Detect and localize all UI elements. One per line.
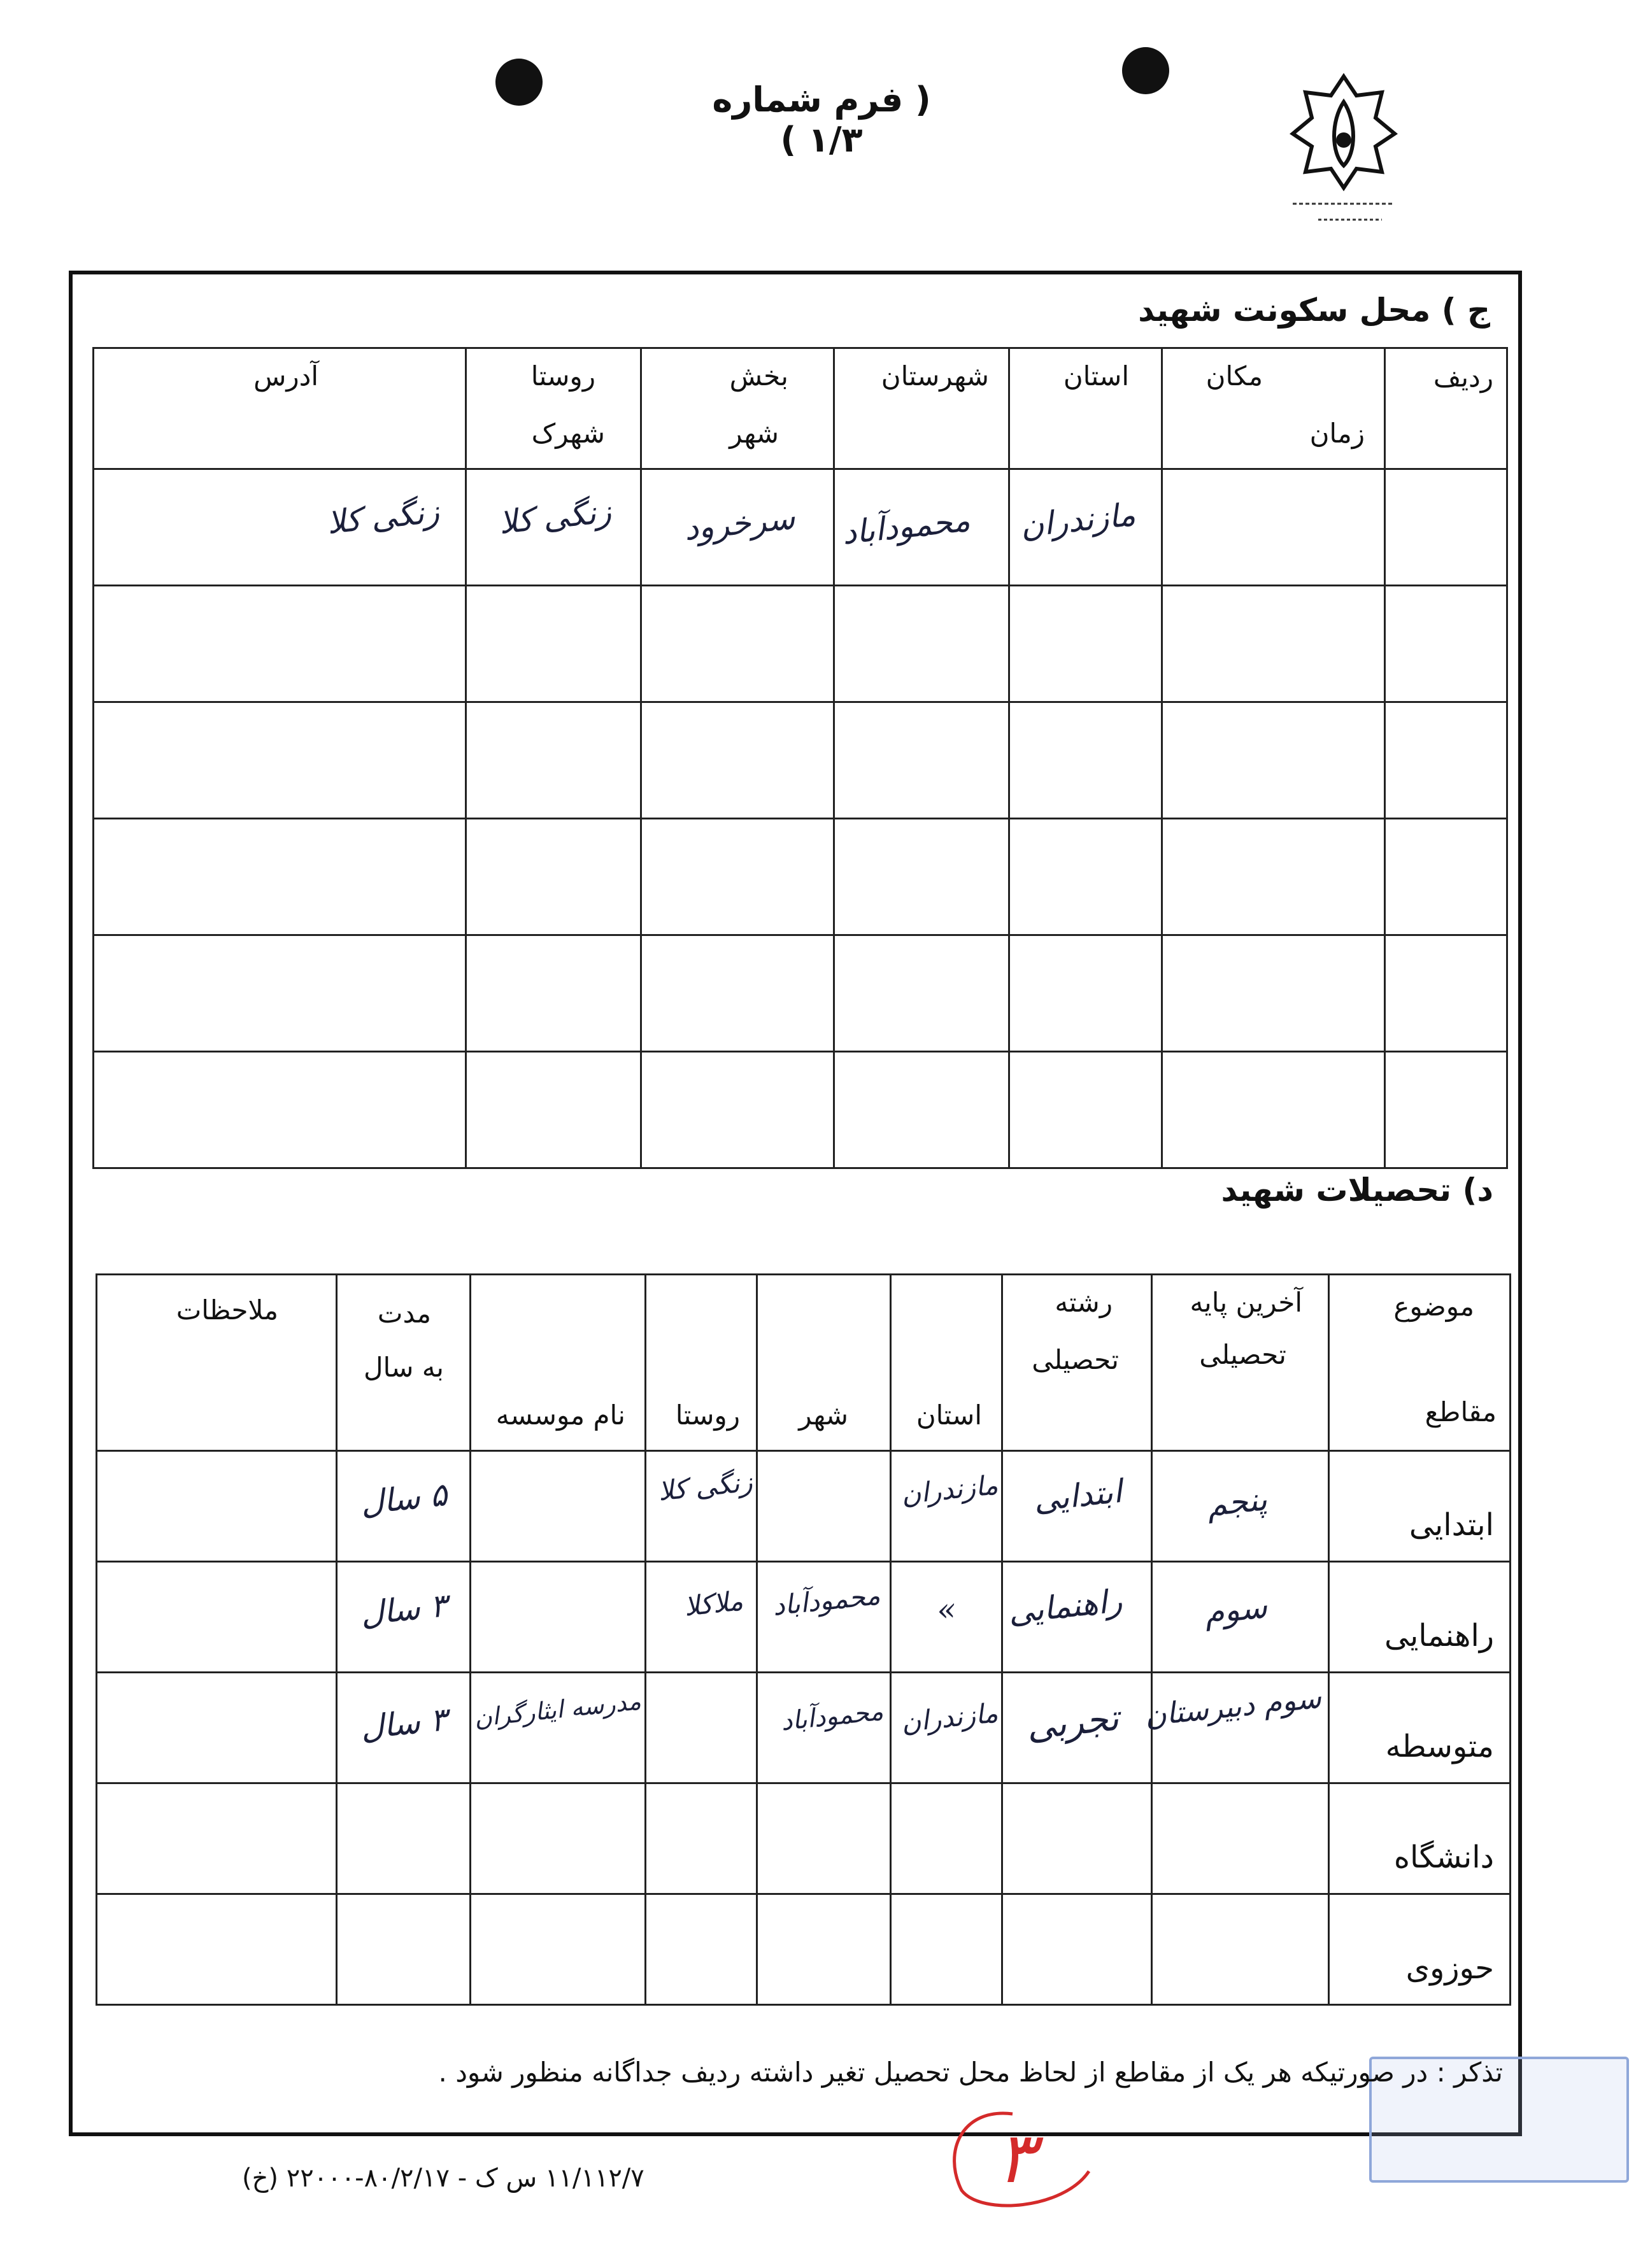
section-d-title: د) تحصیلات شهید [1221, 1172, 1493, 1208]
handwritten-roosta: زنگی کلا [497, 492, 613, 542]
header-roosta-shahrak [466, 348, 641, 469]
header-reshte [1002, 1275, 1152, 1451]
header-address [94, 348, 466, 469]
residence-table [92, 347, 1508, 1169]
handwritten-roosta: ملاکلا [683, 1585, 745, 1622]
header-nam-moassese [471, 1275, 646, 1451]
handwritten-moddat: ۵ سال [359, 1476, 449, 1522]
header-roosta-label: روستا [675, 1400, 740, 1431]
header-makan-label: مکان [1206, 360, 1263, 392]
header-shahr-label: شهر [729, 418, 779, 449]
handwritten-moddat: ۳ سال [359, 1701, 449, 1747]
header-shahr-label: شهر [799, 1400, 848, 1431]
header-makan-zaman [1162, 348, 1385, 469]
header-akharin-paye-label: آخرین پایه [1190, 1287, 1302, 1318]
level-label: راهنمایی [1384, 1618, 1494, 1654]
handwritten-moassese: مدرسه ایثارگران [473, 1687, 643, 1733]
handwritten-reshte: تجربی [1025, 1697, 1121, 1748]
header-bakhsh-shahr [641, 348, 834, 469]
header-shahrestan [834, 348, 1009, 469]
header-reshte-label: رشته [1055, 1287, 1113, 1318]
table-row [97, 1783, 1511, 1894]
table-row [97, 1894, 1511, 2005]
handwritten-paye: سوم [1202, 1588, 1269, 1631]
table-row [94, 702, 1507, 819]
header-mozoo-label: موضوع [1393, 1291, 1474, 1322]
header-ostan [1009, 348, 1162, 469]
header-nam-moassese-label: نام موسسه [495, 1400, 625, 1431]
handwritten-moddat: ۳ سال [359, 1587, 449, 1633]
header-moddat [337, 1275, 471, 1451]
header-moddat-label: مدت [377, 1298, 431, 1329]
header-molahezat-label: ملاحظات [176, 1294, 278, 1326]
table-row [97, 1673, 1511, 1783]
handwritten-shahr: محمودآباد [779, 1696, 885, 1737]
table-row [94, 1052, 1507, 1168]
header-zaman-label: زمان [1309, 418, 1365, 449]
page-number-mark [936, 2101, 1108, 2216]
header-shahr [757, 1275, 891, 1451]
cell-radif [1385, 469, 1507, 586]
header-maghate-label: مقاطع [1425, 1396, 1497, 1428]
header-roosta-label: روستا [530, 360, 595, 392]
footnote: تذکر : در صورتیکه هر یک از مقاطع از لحاظ محل تحصیل تغیر داشته ردیف جداگانه منظور شود . [438, 2057, 1503, 2088]
level-label: دانشگاه [1393, 1839, 1494, 1875]
education-table [96, 1273, 1511, 2006]
page-number: ۳ [997, 2117, 1035, 2199]
cell-shahrestan [834, 469, 1009, 586]
header-ostan-label: استان [1063, 360, 1129, 392]
residence-header-row [94, 348, 1507, 469]
header-ostan [891, 1275, 1002, 1451]
level-label: ابتدایی [1409, 1507, 1494, 1543]
level-label: حوزوی [1405, 1950, 1494, 1986]
table-row [97, 1562, 1511, 1673]
header-molahezat [97, 1275, 337, 1451]
cell-makan [1162, 469, 1385, 586]
handwritten-paye: پنجم [1205, 1480, 1269, 1524]
header-tahsili2-label: تحصیلی [1032, 1344, 1119, 1375]
cell-address [94, 469, 466, 586]
punch-hole-left [495, 59, 543, 106]
header-mozoo-maghate [1329, 1275, 1511, 1451]
punch-hole-right [1122, 47, 1169, 94]
handwritten-shahr: محمودآباد [771, 1579, 882, 1622]
cell-ostan [1009, 469, 1162, 586]
header-roosta [646, 1275, 757, 1451]
handwritten-reshte: ابتدایی [1032, 1472, 1124, 1519]
form-title: ( فرم شماره ۱/۳ ) [712, 80, 931, 160]
handwritten-roosta: زنگی کلا [657, 1466, 755, 1507]
header-shahrak-label: شهرک [531, 418, 605, 449]
footer-code: ۱۱/۱۱۲/۷ س ک - ۸۰/۲/۱۷-۲۲۰۰۰ (خ) [242, 2164, 644, 2193]
header-ostan-label: استان [916, 1400, 982, 1431]
header-shahrestan-label: شهرستان [881, 360, 989, 392]
section-c-title: ج ) محل سکونت شهید [1138, 292, 1490, 329]
handwritten-bakhsh: سرخرود [682, 499, 797, 548]
header-radif-label: ردیف [1433, 362, 1493, 393]
table-row [97, 1451, 1511, 1562]
table-row [94, 935, 1507, 1052]
cell-bakhsh [641, 469, 834, 586]
handwritten-address: زنگی کلا [325, 492, 441, 542]
handwritten-ostan: مازندران [899, 1697, 1000, 1738]
education-header-row [97, 1275, 1511, 1451]
header-radif [1385, 348, 1507, 469]
header-tahsili1-label: تحصیلی [1199, 1339, 1286, 1370]
handwritten-paye: سوم دبیرستان [1142, 1680, 1323, 1733]
emblem-icon [1280, 57, 1407, 236]
handwritten-ostan: مازندران [1018, 495, 1137, 545]
table-row [94, 819, 1507, 935]
header-be-sal-label: به سال [363, 1352, 444, 1383]
handwritten-reshte: راهنمایی [1006, 1582, 1124, 1631]
header-address-label: آدرس [253, 360, 318, 392]
header-akharin-paye [1152, 1275, 1329, 1451]
table-row [94, 469, 1507, 586]
level-label: متوسطه [1385, 1729, 1494, 1764]
cell-roosta [466, 469, 641, 586]
handwritten-shahrestan: محمودآباد [840, 501, 972, 552]
handwritten-ostan: مازندران [899, 1469, 1000, 1510]
handwritten-ostan: » [935, 1590, 958, 1629]
table-row [94, 586, 1507, 702]
header-bakhsh-label: بخش [729, 360, 788, 392]
